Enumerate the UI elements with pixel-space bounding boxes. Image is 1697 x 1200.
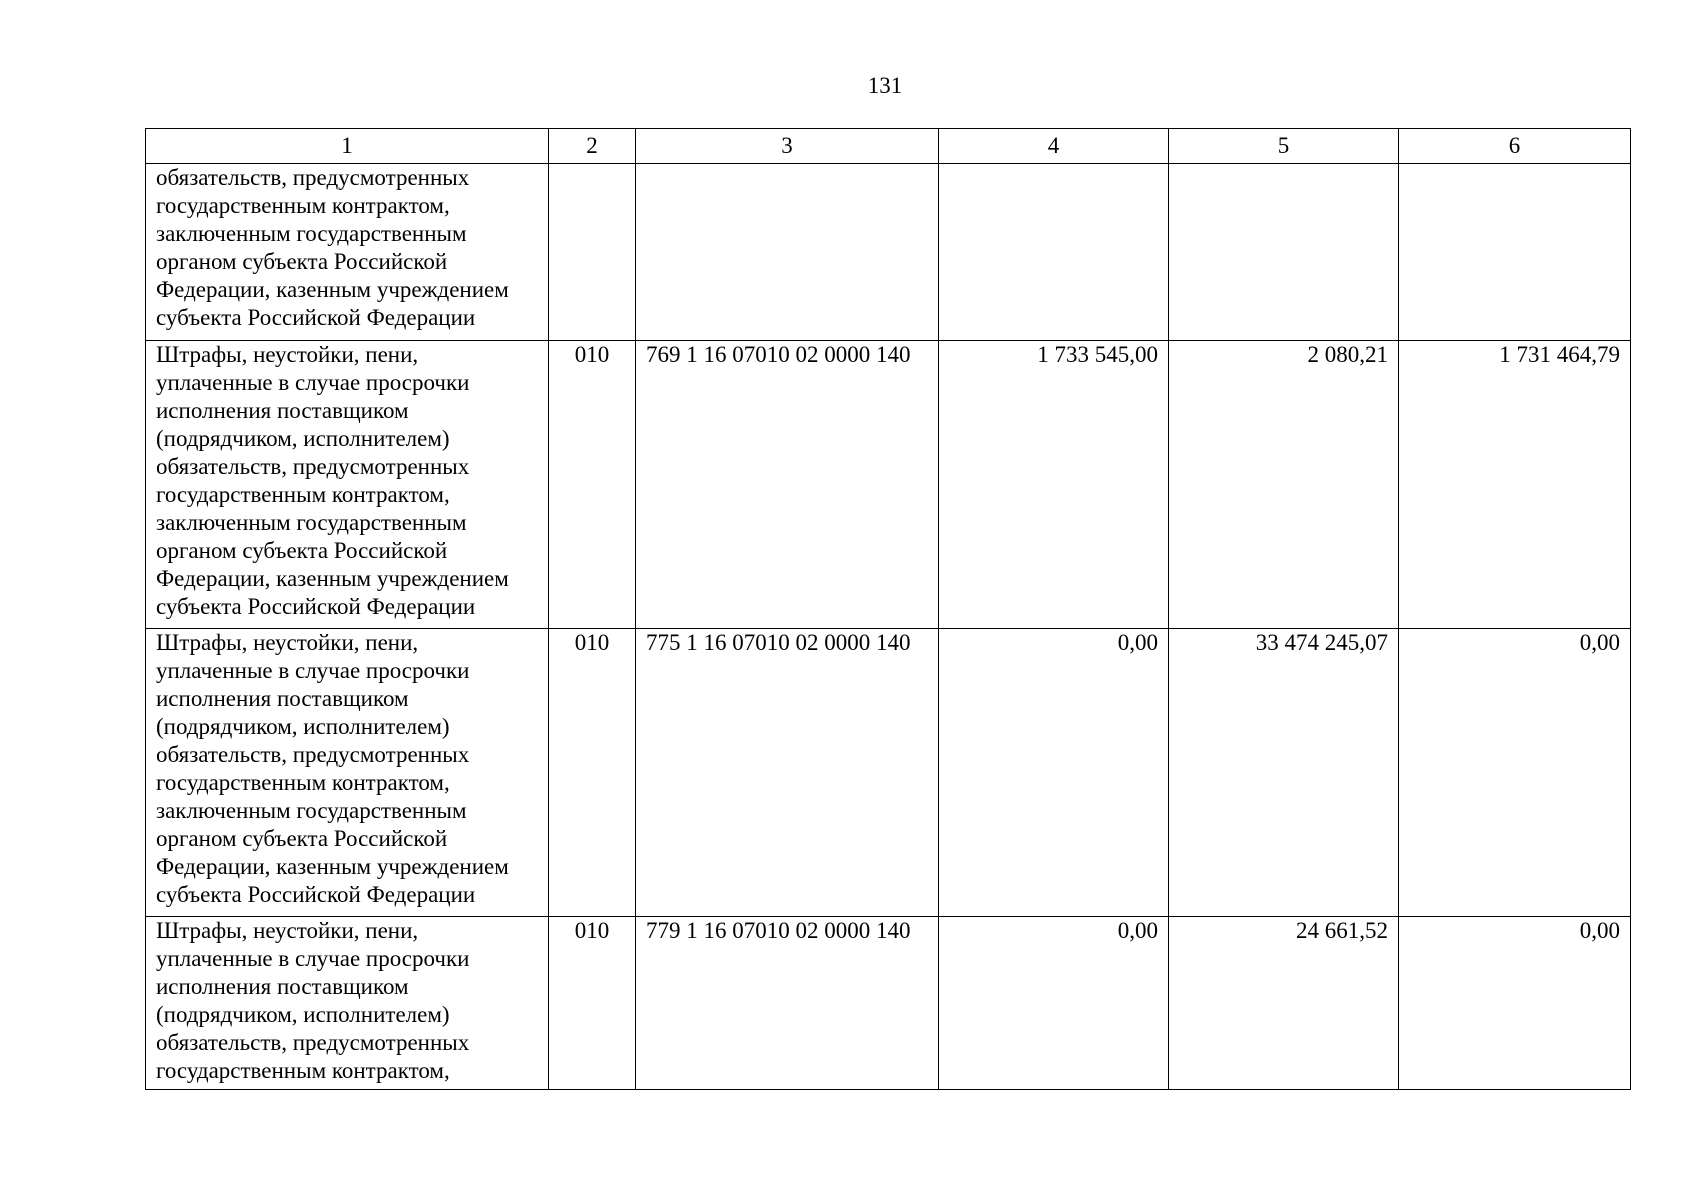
description-line: уплаченные в случае просрочки [156,658,470,683]
budget-code-cell [636,164,939,341]
row-description [146,917,549,1090]
amount-col6-cell: 0,00 [1399,917,1631,1090]
description-line: Федерации, казенным учреждением [156,566,509,591]
table-row [146,917,1631,1090]
description-line: органом субъекта Российской [156,826,448,851]
description-line: Штрафы, неустойки, пени, [156,342,419,367]
column-header-4: 4 [939,129,1169,164]
budget-code-cell: 779 1 16 07010 02 0000 140 [636,917,939,1090]
description-line: субъекта Российской Федерации [156,305,476,330]
description-line: обязательств, предусмотренных [156,165,470,190]
description-line: органом субъекта Российской [156,538,448,563]
amount-col4-cell: 0,00 [939,629,1169,917]
description-line: исполнения поставщиком [156,974,409,999]
budget-code-cell: 769 1 16 07010 02 0000 140 [636,341,939,629]
row-description [146,341,549,629]
description-line: (подрядчиком, исполнителем) [156,714,450,739]
table-header-row [146,129,1631,164]
description-line: уплаченные в случае просрочки [156,946,470,971]
description-line: субъекта Российской Федерации [156,594,476,619]
column-header-5: 5 [1169,129,1399,164]
amount-col6-cell [1399,164,1631,341]
description-line: заключенным государственным [156,510,467,535]
description-line: государственным контрактом, [156,193,450,218]
description-line: (подрядчиком, исполнителем) [156,426,450,451]
amount-col4-cell: 0,00 [939,917,1169,1090]
table-row [146,629,1631,917]
amount-col6-cell: 0,00 [1399,629,1631,917]
amount-col6-cell: 1 731 464,79 [1399,341,1631,629]
description-line: субъекта Российской Федерации [156,882,476,907]
description-line: исполнения поставщиком [156,398,409,423]
amount-col4-cell: 1 733 545,00 [939,341,1169,629]
budget-code-cell: 775 1 16 07010 02 0000 140 [636,629,939,917]
row-description [146,629,549,917]
page-number: 131 [867,73,903,98]
description-line: государственным контрактом, [156,482,450,507]
description-line: Штрафы, неустойки, пени, [156,918,419,943]
column-header-6: 6 [1399,129,1631,164]
row-description [146,164,549,341]
description-line: Федерации, казенным учреждением [156,277,509,302]
line-code-cell: 010 [549,341,636,629]
description-line: уплаченные в случае просрочки [156,370,470,395]
column-header-3: 3 [636,129,939,164]
description-line: органом субъекта Российской [156,249,448,274]
description-line: обязательств, предусмотренных [156,1030,470,1055]
table-row [146,164,1631,341]
description-line: (подрядчиком, исполнителем) [156,1002,450,1027]
description-line: Федерации, казенным учреждением [156,854,509,879]
description-line: заключенным государственным [156,798,467,823]
description-line: Штрафы, неустойки, пени, [156,630,419,655]
description-line: заключенным государственным [156,221,467,246]
amount-col4-cell [939,164,1169,341]
report-table [145,128,1631,1090]
description-line: обязательств, предусмотренных [156,454,470,479]
line-code-cell [549,164,636,341]
amount-col5-cell: 24 661,52 [1169,917,1399,1090]
description-line: обязательств, предусмотренных [156,742,470,767]
amount-col5-cell: 2 080,21 [1169,341,1399,629]
line-code-cell: 010 [549,629,636,917]
description-line: государственным контрактом, [156,770,450,795]
amount-col5-cell: 33 474 245,07 [1169,629,1399,917]
column-header-1: 1 [146,129,549,164]
amount-col5-cell [1169,164,1399,341]
description-line: государственным контрактом, [156,1058,450,1083]
line-code-cell: 010 [549,917,636,1090]
table-row [146,341,1631,629]
description-line: исполнения поставщиком [156,686,409,711]
column-header-2: 2 [549,129,636,164]
